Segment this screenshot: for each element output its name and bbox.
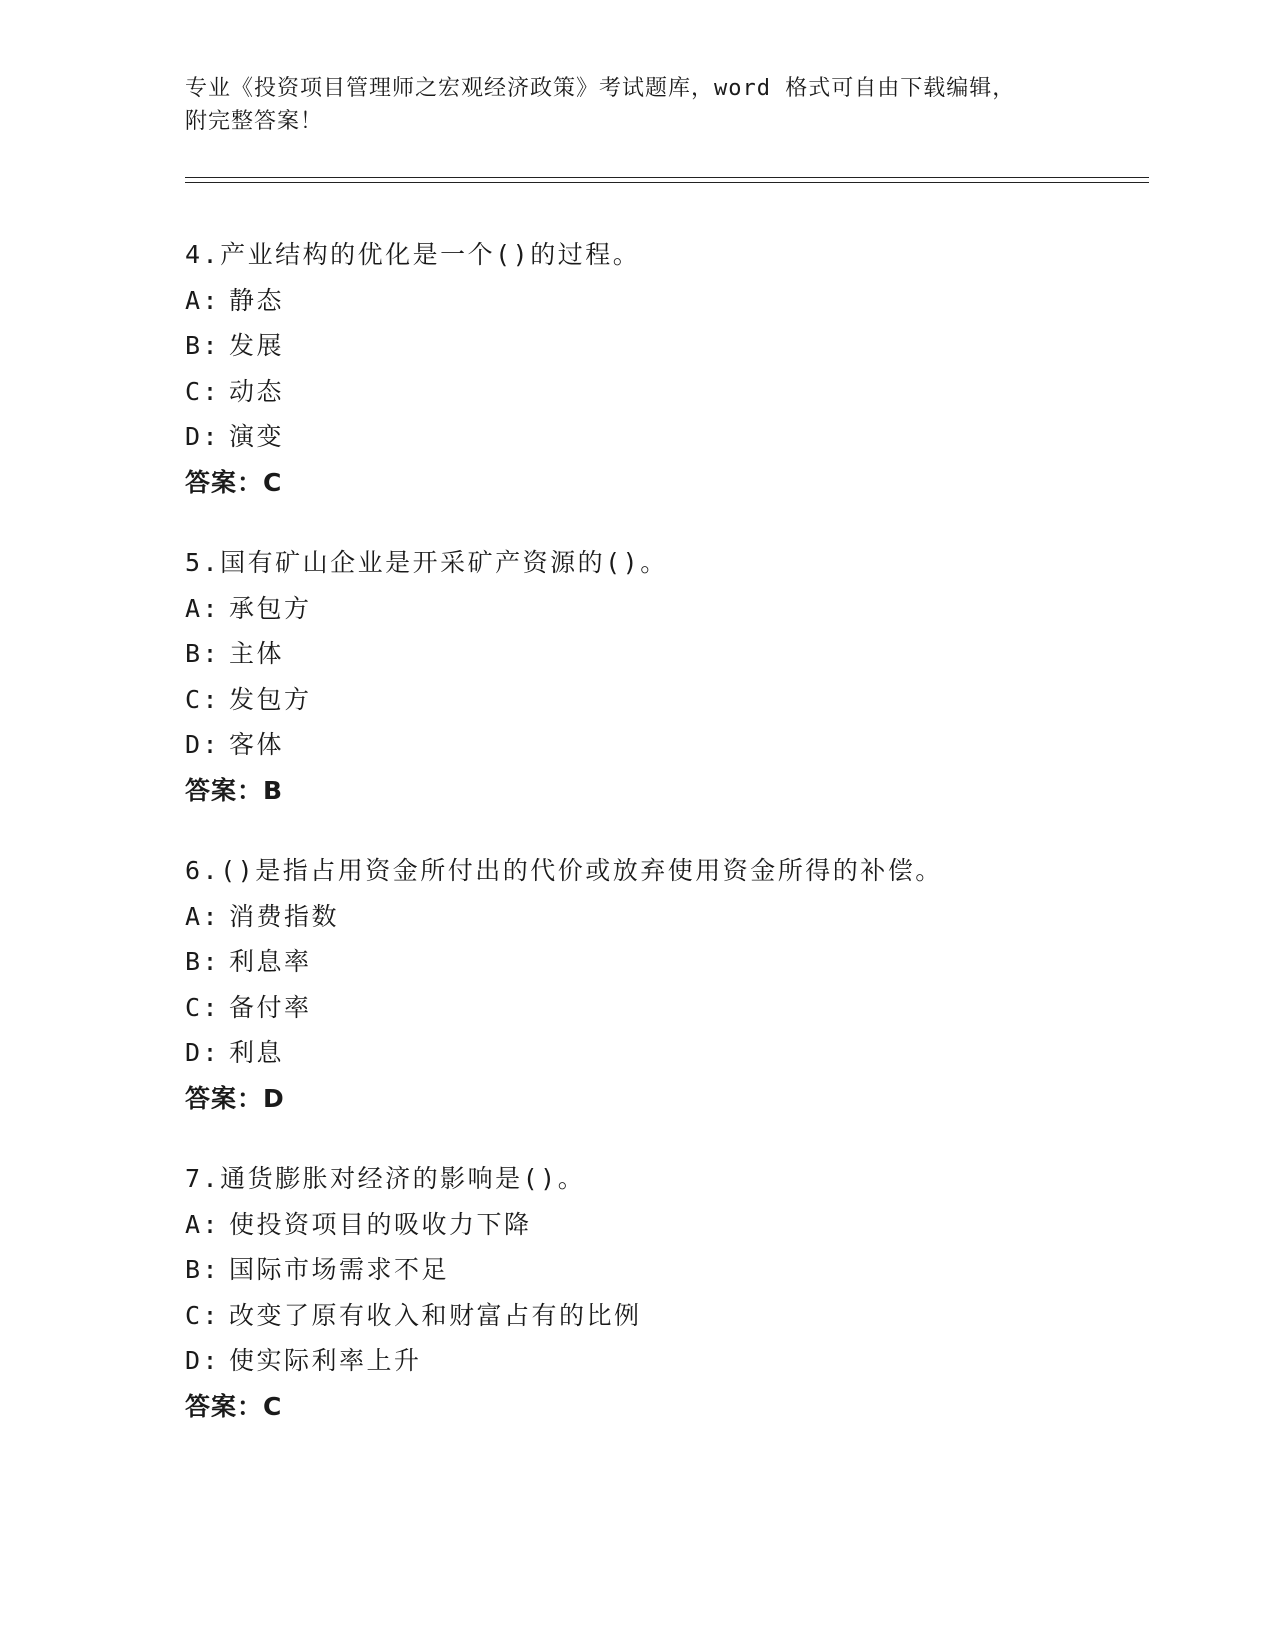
option-text: 使实际利率上升: [229, 1346, 422, 1375]
option-letter: A:: [185, 285, 221, 315]
option-letter: B:: [185, 1255, 221, 1284]
question-stem: 5.国有矿山企业是开采矿产资源的()。: [185, 548, 668, 577]
option-letter: A:: [185, 1209, 221, 1239]
option-letter: D:: [185, 422, 221, 451]
option-text: 利息率: [229, 947, 312, 976]
answer-line: 答案：C: [185, 467, 283, 497]
option-letter: A:: [185, 901, 221, 931]
answer-line: 答案：C: [185, 1391, 283, 1421]
option-d: [185, 414, 1145, 460]
option-d: [185, 722, 1145, 768]
question-stem: 7.通货膨胀对经济的影响是()。: [185, 1164, 586, 1193]
option-c: [185, 985, 1145, 1031]
option-a: [185, 894, 1145, 940]
option-text: 发包方: [229, 684, 312, 714]
option-text: 备付率: [229, 992, 312, 1022]
option-b: [185, 323, 1145, 369]
question-stem: 6.()是指占用资金所付出的代价或放弃使用资金所得的补偿。: [185, 856, 943, 885]
option-letter: B:: [185, 331, 221, 360]
option-letter: D:: [185, 730, 221, 759]
option-c: [185, 369, 1145, 415]
option-text: 发展: [229, 331, 285, 360]
answer-line: 答案：D: [185, 1083, 285, 1113]
option-text: 利息: [229, 1038, 285, 1067]
header-line-1: 专业《投资项目管理师之宏观经济政策》考试题库，word 格式可自由下载编辑，: [185, 76, 1016, 101]
option-letter: C:: [185, 376, 221, 406]
question-list: [185, 232, 1145, 1464]
option-b: [185, 631, 1145, 677]
option-letter: B:: [185, 639, 221, 668]
option-c: [185, 677, 1145, 723]
option-b: [185, 939, 1145, 985]
answer-line: 答案：B: [185, 775, 284, 805]
option-letter: D:: [185, 1038, 221, 1067]
option-letter: B:: [185, 947, 221, 976]
question-7: [185, 1156, 1145, 1429]
option-text: 静态: [229, 285, 285, 315]
option-text: 消费指数: [229, 901, 340, 931]
question-stem: 4.产业结构的优化是一个()的过程。: [185, 240, 641, 269]
document-header: [185, 72, 1065, 138]
option-c: [185, 1293, 1145, 1339]
option-a: [185, 586, 1145, 632]
option-b: [185, 1247, 1145, 1293]
option-letter: C:: [185, 684, 221, 714]
option-letter: C:: [185, 992, 221, 1022]
option-text: 使投资项目的吸收力下降: [229, 1209, 532, 1239]
header-divider: [185, 177, 1149, 183]
option-a: [185, 1202, 1145, 1248]
option-letter: A:: [185, 593, 221, 623]
option-text: 改变了原有收入和财富占有的比例: [229, 1300, 642, 1330]
question-5: [185, 540, 1145, 813]
option-d: [185, 1030, 1145, 1076]
option-text: 承包方: [229, 593, 312, 623]
option-text: 国际市场需求不足: [229, 1255, 450, 1284]
option-text: 动态: [229, 376, 285, 406]
option-text: 主体: [229, 639, 285, 668]
header-line-2: 附完整答案！: [185, 109, 324, 134]
question-6: [185, 848, 1145, 1121]
option-letter: C:: [185, 1300, 221, 1330]
option-d: [185, 1338, 1145, 1384]
option-letter: D:: [185, 1346, 221, 1375]
option-text: 演变: [229, 422, 285, 451]
option-a: [185, 278, 1145, 324]
question-4: [185, 232, 1145, 505]
option-text: 客体: [229, 730, 285, 759]
